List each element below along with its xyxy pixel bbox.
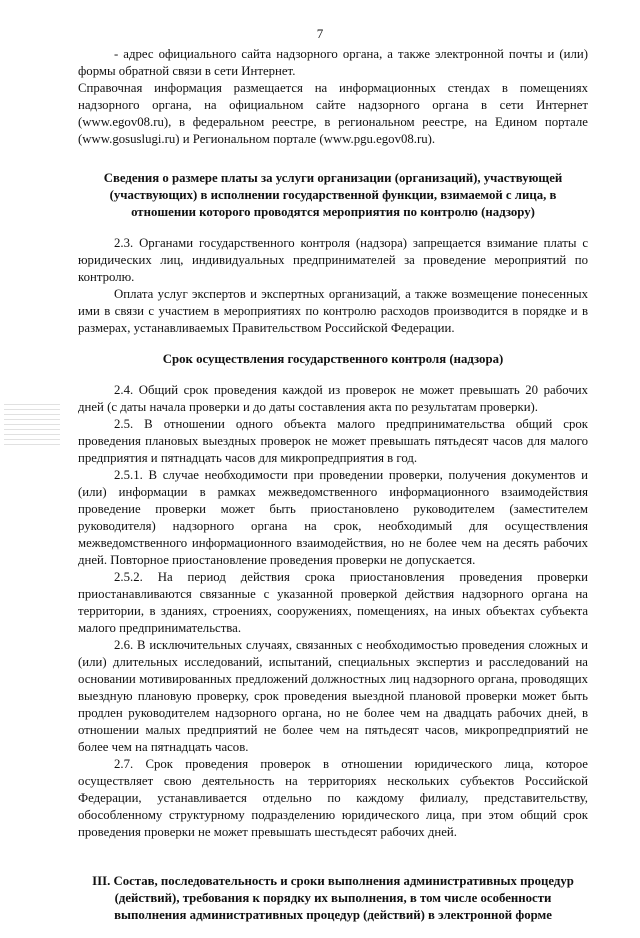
document-body <box>78 46 588 938</box>
paragraph-2-5: 2.5. В отношении одного объекта малого предпринимательства общий срок проведения плановых выездных проверок не может превышать пятьдесят часов для малого предприятия и пятнадцать часов для микропредприятия в год. <box>78 417 588 465</box>
paragraph-2-7: 2.7. Срок проведения проверок в отношении юридического лица, которое осуществляет свою деятельность на территориях нескольких субъектов Российской Федерации, устанавливается отдельно по каждому филиалу, представительству, обособленному структурному подразделению юридического лица, при этом общий срок проведения проверки не может превышать шестьдесят рабочих дней. <box>78 757 588 839</box>
page-number: 7 <box>316 26 324 41</box>
heading-section-3: III. Состав, последовательность и сроки выполнения административных процедур (действий), требования к порядку их выполнения, в том числе особенности выполнения административных процедур (действий) в электронной форме <box>92 874 574 922</box>
paragraph-2-4: 2.4. Общий срок проведения каждой из проверок не может превышать 20 рабочих дней (с даты начала проверки и до даты составления акта по результатам проверки). <box>78 383 588 414</box>
paragraph-2-5-2: 2.5.2. На период действия срока приостановления проведения проверки приостанавливаются связанные с указанной проверкой действия надзорного органа на территории, в зданиях, строениях, сооружениях, помещениях, на иных объектах субъекта малого предпринимательства. <box>78 570 588 635</box>
heading-control-term: Срок осуществления государственного контроля (надзора) <box>162 352 504 366</box>
paragraph-2-3: 2.3. Органами государственного контроля (надзора) запрещается взимание платы с юридических лиц, индивидуальных предпринимателей за проведение мероприятий по контролю. <box>78 236 588 284</box>
heading-fee-information: Сведения о размере платы за услуги организации (организаций), участвующей (участвующих) в исполнении государственной функции, взимаемой с лица, в отношении которого проводятся мероприятия по контролю (надзору) <box>103 171 563 219</box>
paragraph-2-6: 2.6. В исключительных случаях, связанных с необходимостью проведения сложных и (или) длительных исследований, испытаний, специальных экспертиз и расследований на основании мотивированных предложений должностных лиц надзорного органа, проводящих выездную плановую проверку, срок проведения выездной плановой проверки может быть продлен руководителем надзорного органа, но не более чем на двадцать рабочих дней, в отношении малых предприятий не более чем на пятьдесят часов, микропредприятий не более чем на пятнадцать часов. <box>78 638 588 754</box>
scan-artifact <box>4 404 60 446</box>
paragraph-website-address: - адрес официального сайта надзорного органа, а также электронной почты и (или) формы обратной связи в сети Интернет. <box>78 47 588 78</box>
paragraph-reference-info: Справочная информация размещается на информационных стендах в помещениях надзорного органа, на официальном сайте надзорного органа в сети Интернет (www.egov08.ru), в федеральном реестре, в региональном реестре, на Едином портале (www.gosuslugi.ru) и Региональном портале (www.pgu.egov08.ru). <box>78 81 588 146</box>
paragraph-expert-payment: Оплата услуг экспертов и экспертных организаций, а также возмещение понесенных ими в связи с участием в мероприятиях по контролю расходов производится в порядке и в размерах, устанавливаемых Правительством Российской Федерации. <box>78 287 588 335</box>
paragraph-2-5-1: 2.5.1. В случае необходимости при проведении проверки, получения документов и (или) информации в рамках межведомственного информационного взаимодействия проведение проверки может быть приостановлено руководителем (заместителем руководителя) надзорного органа на срок, необходимый для осуществления межведомственного информационного взаимодействия, но не более чем на десять рабочих дней. Повторное приостановление проведения проверки не допускается. <box>78 468 588 567</box>
